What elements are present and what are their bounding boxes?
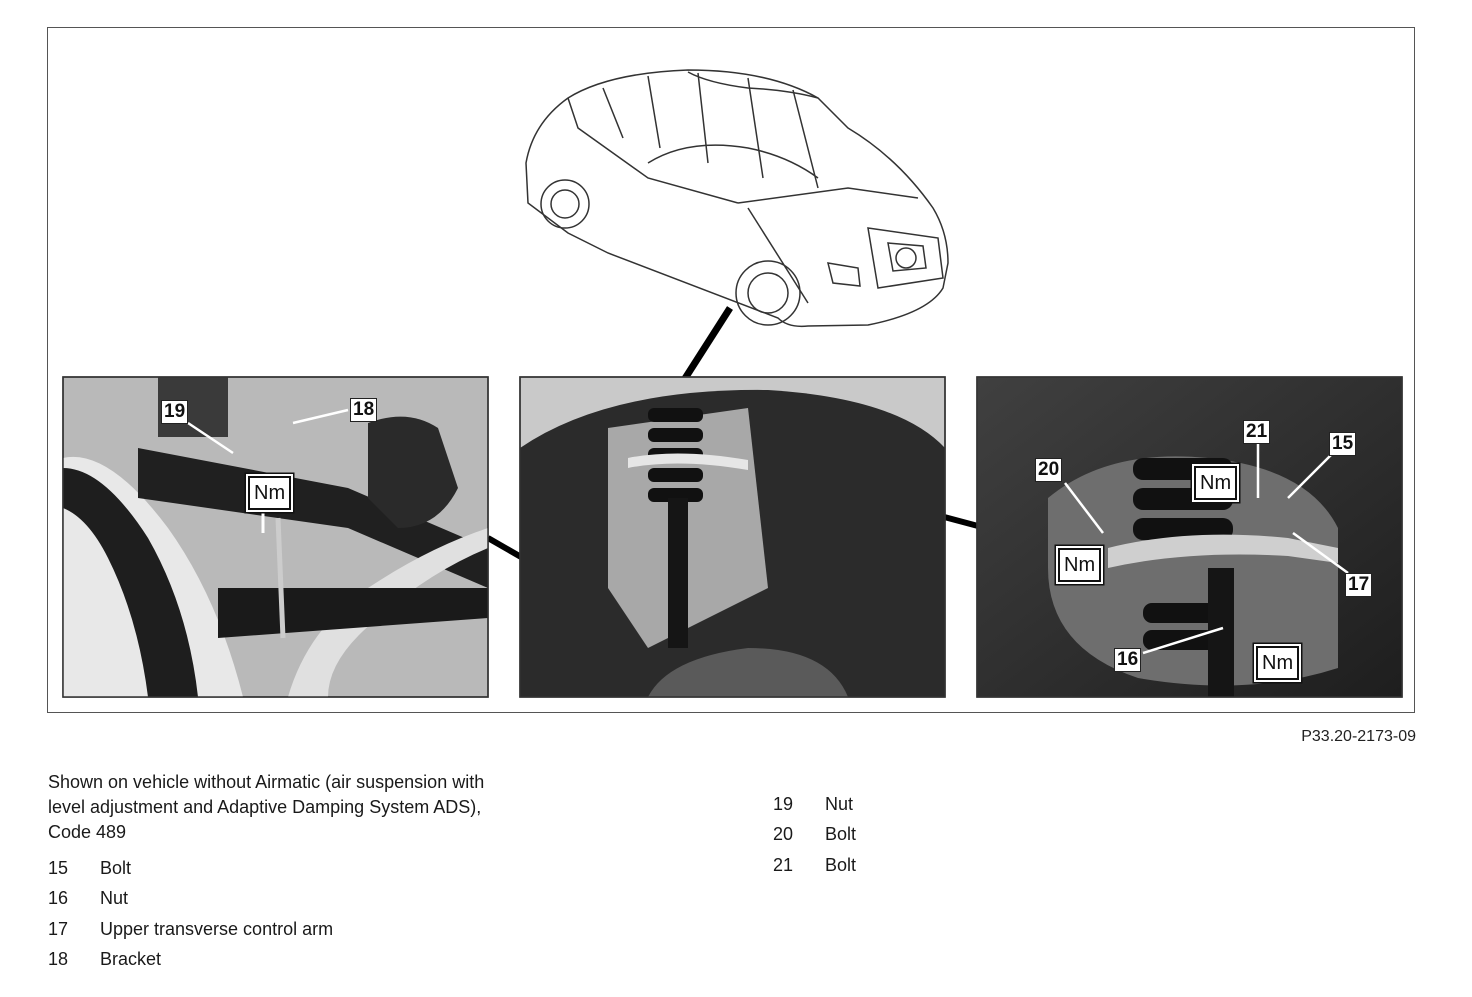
legend-item xyxy=(773,789,856,820)
caption-line-1: Shown on vehicle without Airmatic (air suspension with xyxy=(48,772,485,792)
legend-number: 19 xyxy=(773,793,794,814)
legend-label: Bolt xyxy=(100,857,132,878)
legend-number: 20 xyxy=(773,824,794,845)
legend-item xyxy=(48,853,333,884)
callout-18: 18 xyxy=(350,398,377,422)
caption-line-2: level adjustment and Adaptive Damping System ADS), xyxy=(48,797,482,817)
figure-caption xyxy=(48,770,538,845)
legend-list-right xyxy=(773,789,856,881)
legend-number: 16 xyxy=(48,888,69,909)
figure-frame xyxy=(47,27,1415,713)
figure-illustration xyxy=(48,28,1416,714)
legend-item xyxy=(773,820,856,851)
legend-item xyxy=(48,884,333,915)
callout-16: 16 xyxy=(1114,648,1141,672)
figure-id: P33.20-2173-09 xyxy=(1301,728,1416,745)
torque-symbol-nut-16: Nm xyxy=(1256,646,1299,680)
photo-panel-middle xyxy=(520,377,945,697)
legend-list-left xyxy=(48,853,333,975)
legend-number: 15 xyxy=(48,857,69,878)
caption-line-3: Code 489 xyxy=(48,822,127,842)
legend-label: Upper transverse control arm xyxy=(100,918,334,939)
callout-17: 17 xyxy=(1345,573,1372,597)
legend-number: 21 xyxy=(773,854,794,875)
legend-label: Bolt xyxy=(825,854,857,875)
legend-label: Nut xyxy=(100,888,129,909)
legend-label: Bracket xyxy=(100,949,162,970)
legend-label: Bolt xyxy=(825,824,857,845)
callout-19: 19 xyxy=(161,400,188,424)
vehicle-drawing xyxy=(526,70,948,326)
callout-15: 15 xyxy=(1329,432,1356,456)
torque-symbol-bolt-21: Nm xyxy=(1194,466,1237,500)
legend-number: 18 xyxy=(48,949,69,970)
legend-item xyxy=(48,914,333,945)
callout-20: 20 xyxy=(1035,458,1062,482)
pointer-line-top xyxy=(684,308,730,380)
photo-panel-right xyxy=(977,377,1402,697)
legend-label: Nut xyxy=(825,793,854,814)
callout-21: 21 xyxy=(1243,420,1270,444)
legend-item xyxy=(48,945,333,976)
torque-symbol-nut-19: Nm xyxy=(248,476,291,510)
torque-symbol-bolt-20: Nm xyxy=(1058,548,1101,582)
legend-number: 17 xyxy=(48,918,69,939)
legend-item xyxy=(773,850,856,881)
photo-panel-left xyxy=(63,377,488,697)
